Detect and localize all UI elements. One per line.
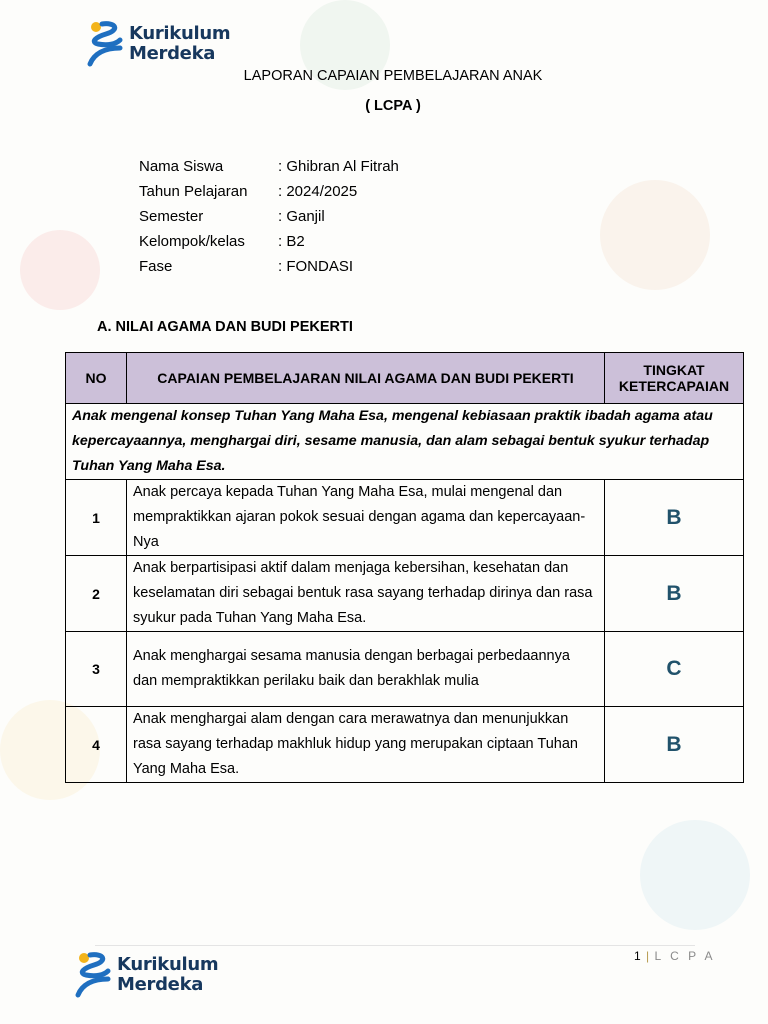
intro-text: Anak mengenal konsep Tuhan Yang Maha Esa, mengenal kebiasaan praktik ibadah agama atau kepercayaannya, menghargai diri, sesame manusia, dan alam sebagai bentuk syukur terhadap Tuhan Yang Maha Esa. xyxy=(66,404,744,480)
info-row-name xyxy=(139,154,399,179)
kurikulum-merdeka-logo xyxy=(86,20,230,68)
header-tingkat-line1: TINGKAT xyxy=(643,362,705,378)
footer-logo xyxy=(74,951,218,999)
info-value: : Ganjil xyxy=(278,208,325,225)
info-value: : Ghibran Al Fitrah xyxy=(278,158,399,175)
info-value: : 2024/2025 xyxy=(278,183,358,200)
student-info xyxy=(139,154,399,279)
row-number: 2 xyxy=(66,556,127,632)
background-decoration xyxy=(640,820,750,930)
row-description: Anak menghargai sesama manusia dengan berbagai perbedaannya dan mempraktikkan perilaku baik dan berakhlak mulia xyxy=(127,632,605,707)
row-grade: C xyxy=(605,632,744,707)
info-label: Fase xyxy=(139,258,173,275)
report-title: LAPORAN CAPAIAN PEMBELAJARAN ANAK xyxy=(243,68,543,84)
header-capaian: CAPAIAN PEMBELAJARAN NILAI AGAMA DAN BUDI PEKERTI xyxy=(127,353,605,404)
row-grade: B xyxy=(605,707,744,783)
logo-word-merdeka: Merdeka xyxy=(117,974,204,995)
table-row xyxy=(66,707,744,783)
logo-word-kurikulum: Kurikulum xyxy=(129,23,231,44)
logo-word-kurikulum: Kurikulum xyxy=(117,954,219,975)
row-number: 3 xyxy=(66,632,127,707)
footer-separator: | xyxy=(646,949,650,963)
footer-label: L C P A xyxy=(654,949,716,963)
header-tingkat-line2: KETERCAPAIAN xyxy=(618,378,730,394)
info-label: Semester xyxy=(139,208,204,225)
info-row-class xyxy=(139,229,399,254)
background-decoration xyxy=(600,180,710,290)
row-description: Anak menghargai alam dengan cara merawatnya dan menunjukkan rasa sayang terhadap makhluk hidup yang merupakan ciptaan Tuhan Yang Maha Esa. xyxy=(127,707,605,783)
info-value: : B2 xyxy=(278,233,305,250)
section-heading: A. NILAI AGAMA DAN BUDI PEKERTI xyxy=(97,319,353,335)
table-intro-row xyxy=(66,404,744,480)
footer-divider xyxy=(95,945,695,946)
header-no: NO xyxy=(66,353,127,404)
info-label: Tahun Pelajaran xyxy=(139,183,248,200)
row-grade: B xyxy=(605,480,744,556)
logo-mark-icon xyxy=(86,20,126,68)
info-row-phase xyxy=(139,254,399,279)
report-subtitle: ( LCPA ) xyxy=(365,98,421,114)
row-description: Anak berpartisipasi aktif dalam menjaga kebersihan, kesehatan dan keselamatan diri sebagai bentuk rasa sayang terhadap dirinya dan rasa syukur pada Tuhan Yang Maha Esa. xyxy=(127,556,605,632)
assessment-table xyxy=(65,352,744,783)
row-description: Anak percaya kepada Tuhan Yang Maha Esa, mulai mengenal dan mempraktikkan ajaran pokok sesuai dengan agama dan kepercayaan-Nya xyxy=(127,480,605,556)
table-header-row xyxy=(66,353,744,404)
table-row xyxy=(66,480,744,556)
info-label: Nama Siswa xyxy=(139,158,224,175)
logo-mark-icon xyxy=(74,951,114,999)
table-row xyxy=(66,632,744,707)
row-number: 4 xyxy=(66,707,127,783)
info-row-semester xyxy=(139,204,399,229)
footer-page-indicator xyxy=(634,949,716,963)
logo-word-merdeka: Merdeka xyxy=(129,43,216,64)
info-value: : FONDASI xyxy=(278,258,354,275)
row-number: 1 xyxy=(66,480,127,556)
header-tingkat xyxy=(605,353,744,404)
table-row xyxy=(66,556,744,632)
page-number: 1 xyxy=(634,949,641,963)
info-label: Kelompok/kelas xyxy=(139,233,245,250)
info-row-year xyxy=(139,179,399,204)
row-grade: B xyxy=(605,556,744,632)
background-decoration xyxy=(20,230,100,310)
